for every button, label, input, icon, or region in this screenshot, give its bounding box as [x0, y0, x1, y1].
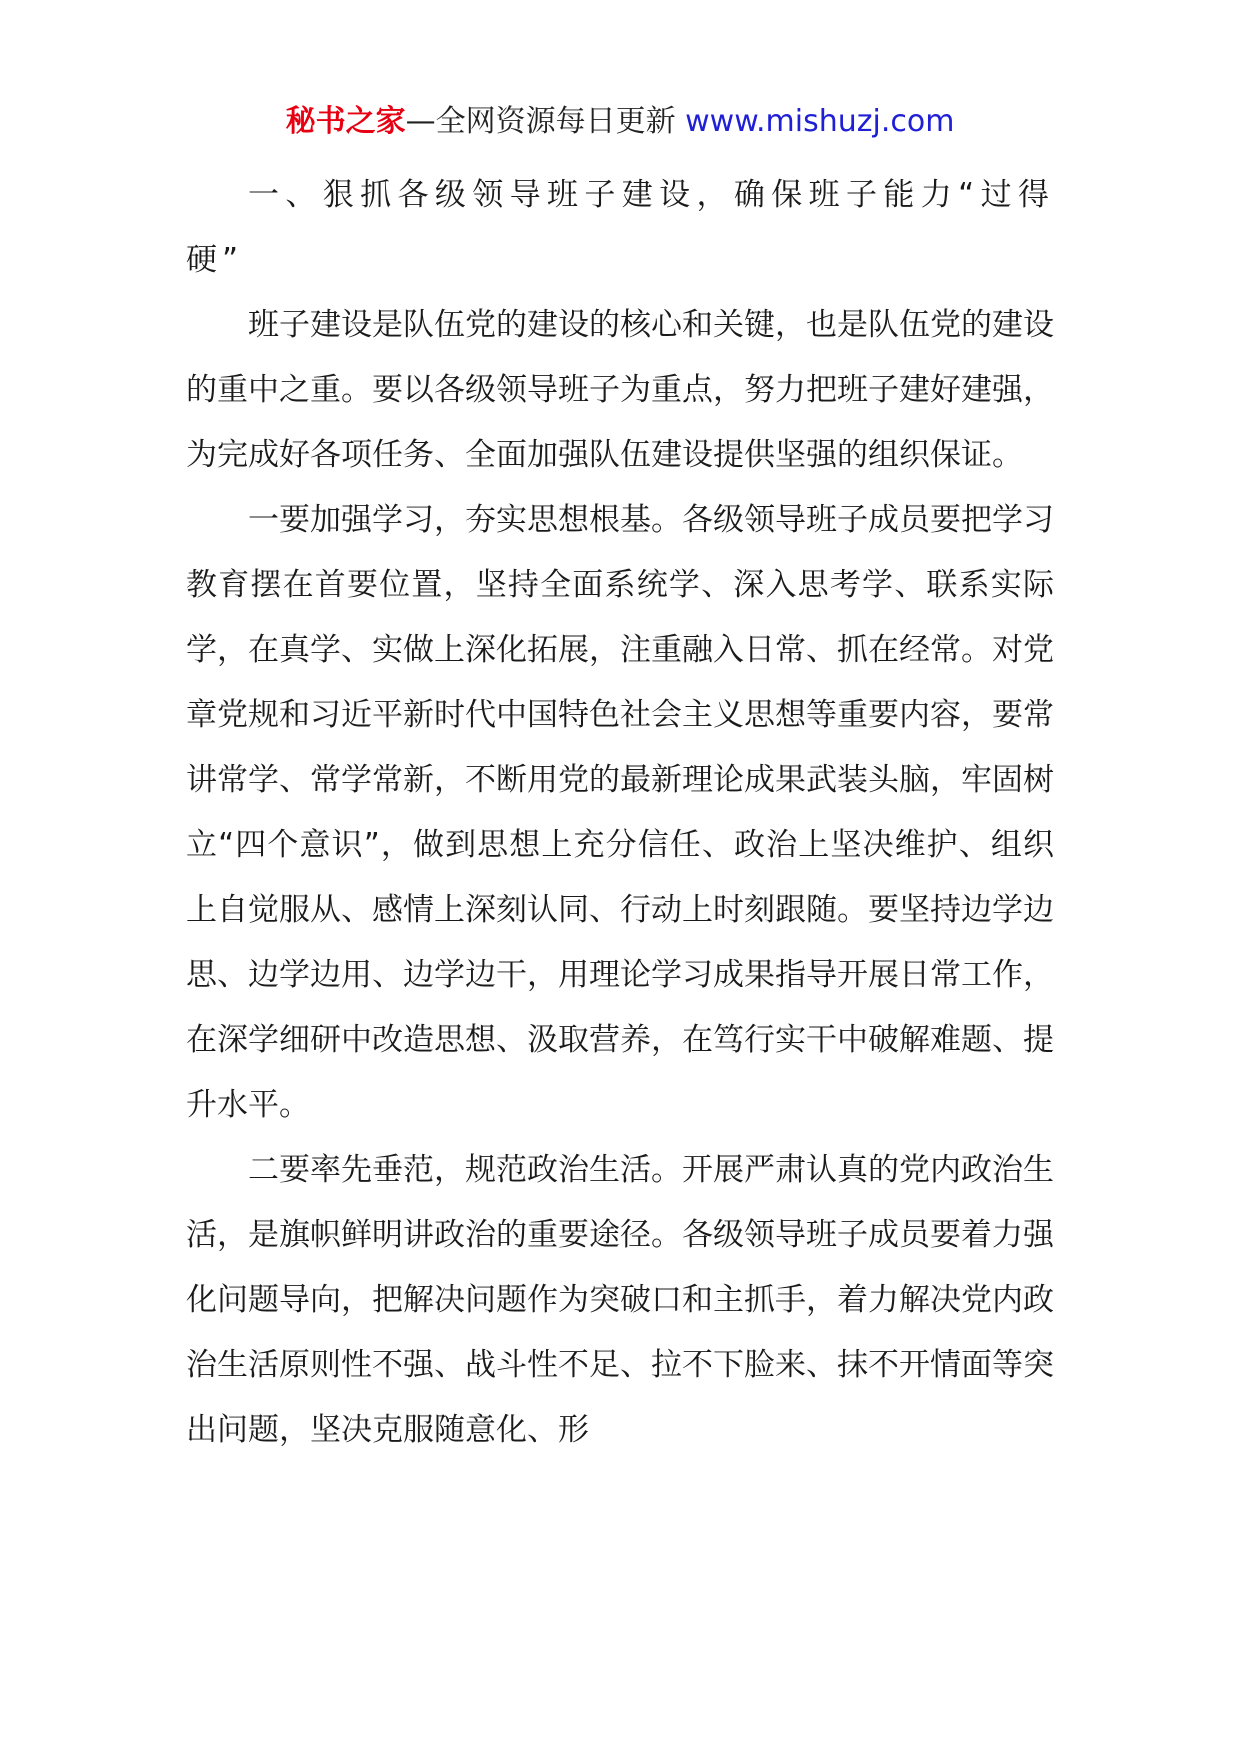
watermark-header	[0, 100, 1240, 144]
paragraph-intro: 班子建设是队伍党的建设的核心和关键，也是队伍党的建设的重中之重。要以各级领导班子为重点，努力把班子建好建强，为完成好各项任务、全面加强队伍建设提供坚强的组织保证。	[186, 307, 1054, 473]
paragraph-study: 一要加强学习，夯实思想根基。各级领导班子成员要把学习教育摆在首要位置，坚持全面系统学、深入思考学、联系实际学，在真学、实做上深化拓展，注重融入日常、抓在经常。对党章党规和习近平新时代中国特色社会主义思想等重要内容，要常讲常学、常学常新，不断用党的最新理论成果武装头脑，牢固树立“四个意识”，做到思想上充分信任、政治上坚决维护、组织上自觉服从、感情上深刻认同、行动上时刻跟随。要坚持边学边思、边学边用、边学边干，用理论学习成果指导开展日常工作，在深学细研中改造思想、汲取营养，在笃行实干中破解难题、提升水平。	[186, 502, 1054, 1123]
section-heading: 一、狠抓各级领导班子建设，确保班子能力“过得硬”	[186, 177, 1054, 278]
document-body	[186, 163, 1054, 1463]
watermark-url[interactable]: www.mishuzj.com	[685, 104, 955, 139]
watermark-brand: 秘书之家	[285, 104, 406, 139]
watermark-tagline: —全网资源每日更新	[405, 104, 686, 139]
paragraph-political-life: 二要率先垂范，规范政治生活。开展严肃认真的党内政治生活，是旗帜鲜明讲政治的重要途径。各级领导班子成员要着力强化问题导向，把解决问题作为突破口和主抓手，着力解决党内政治生活原则性不强、战斗性不足、拉不下脸来、抹不开情面等突出问题，坚决克服随意化、形	[186, 1152, 1054, 1448]
